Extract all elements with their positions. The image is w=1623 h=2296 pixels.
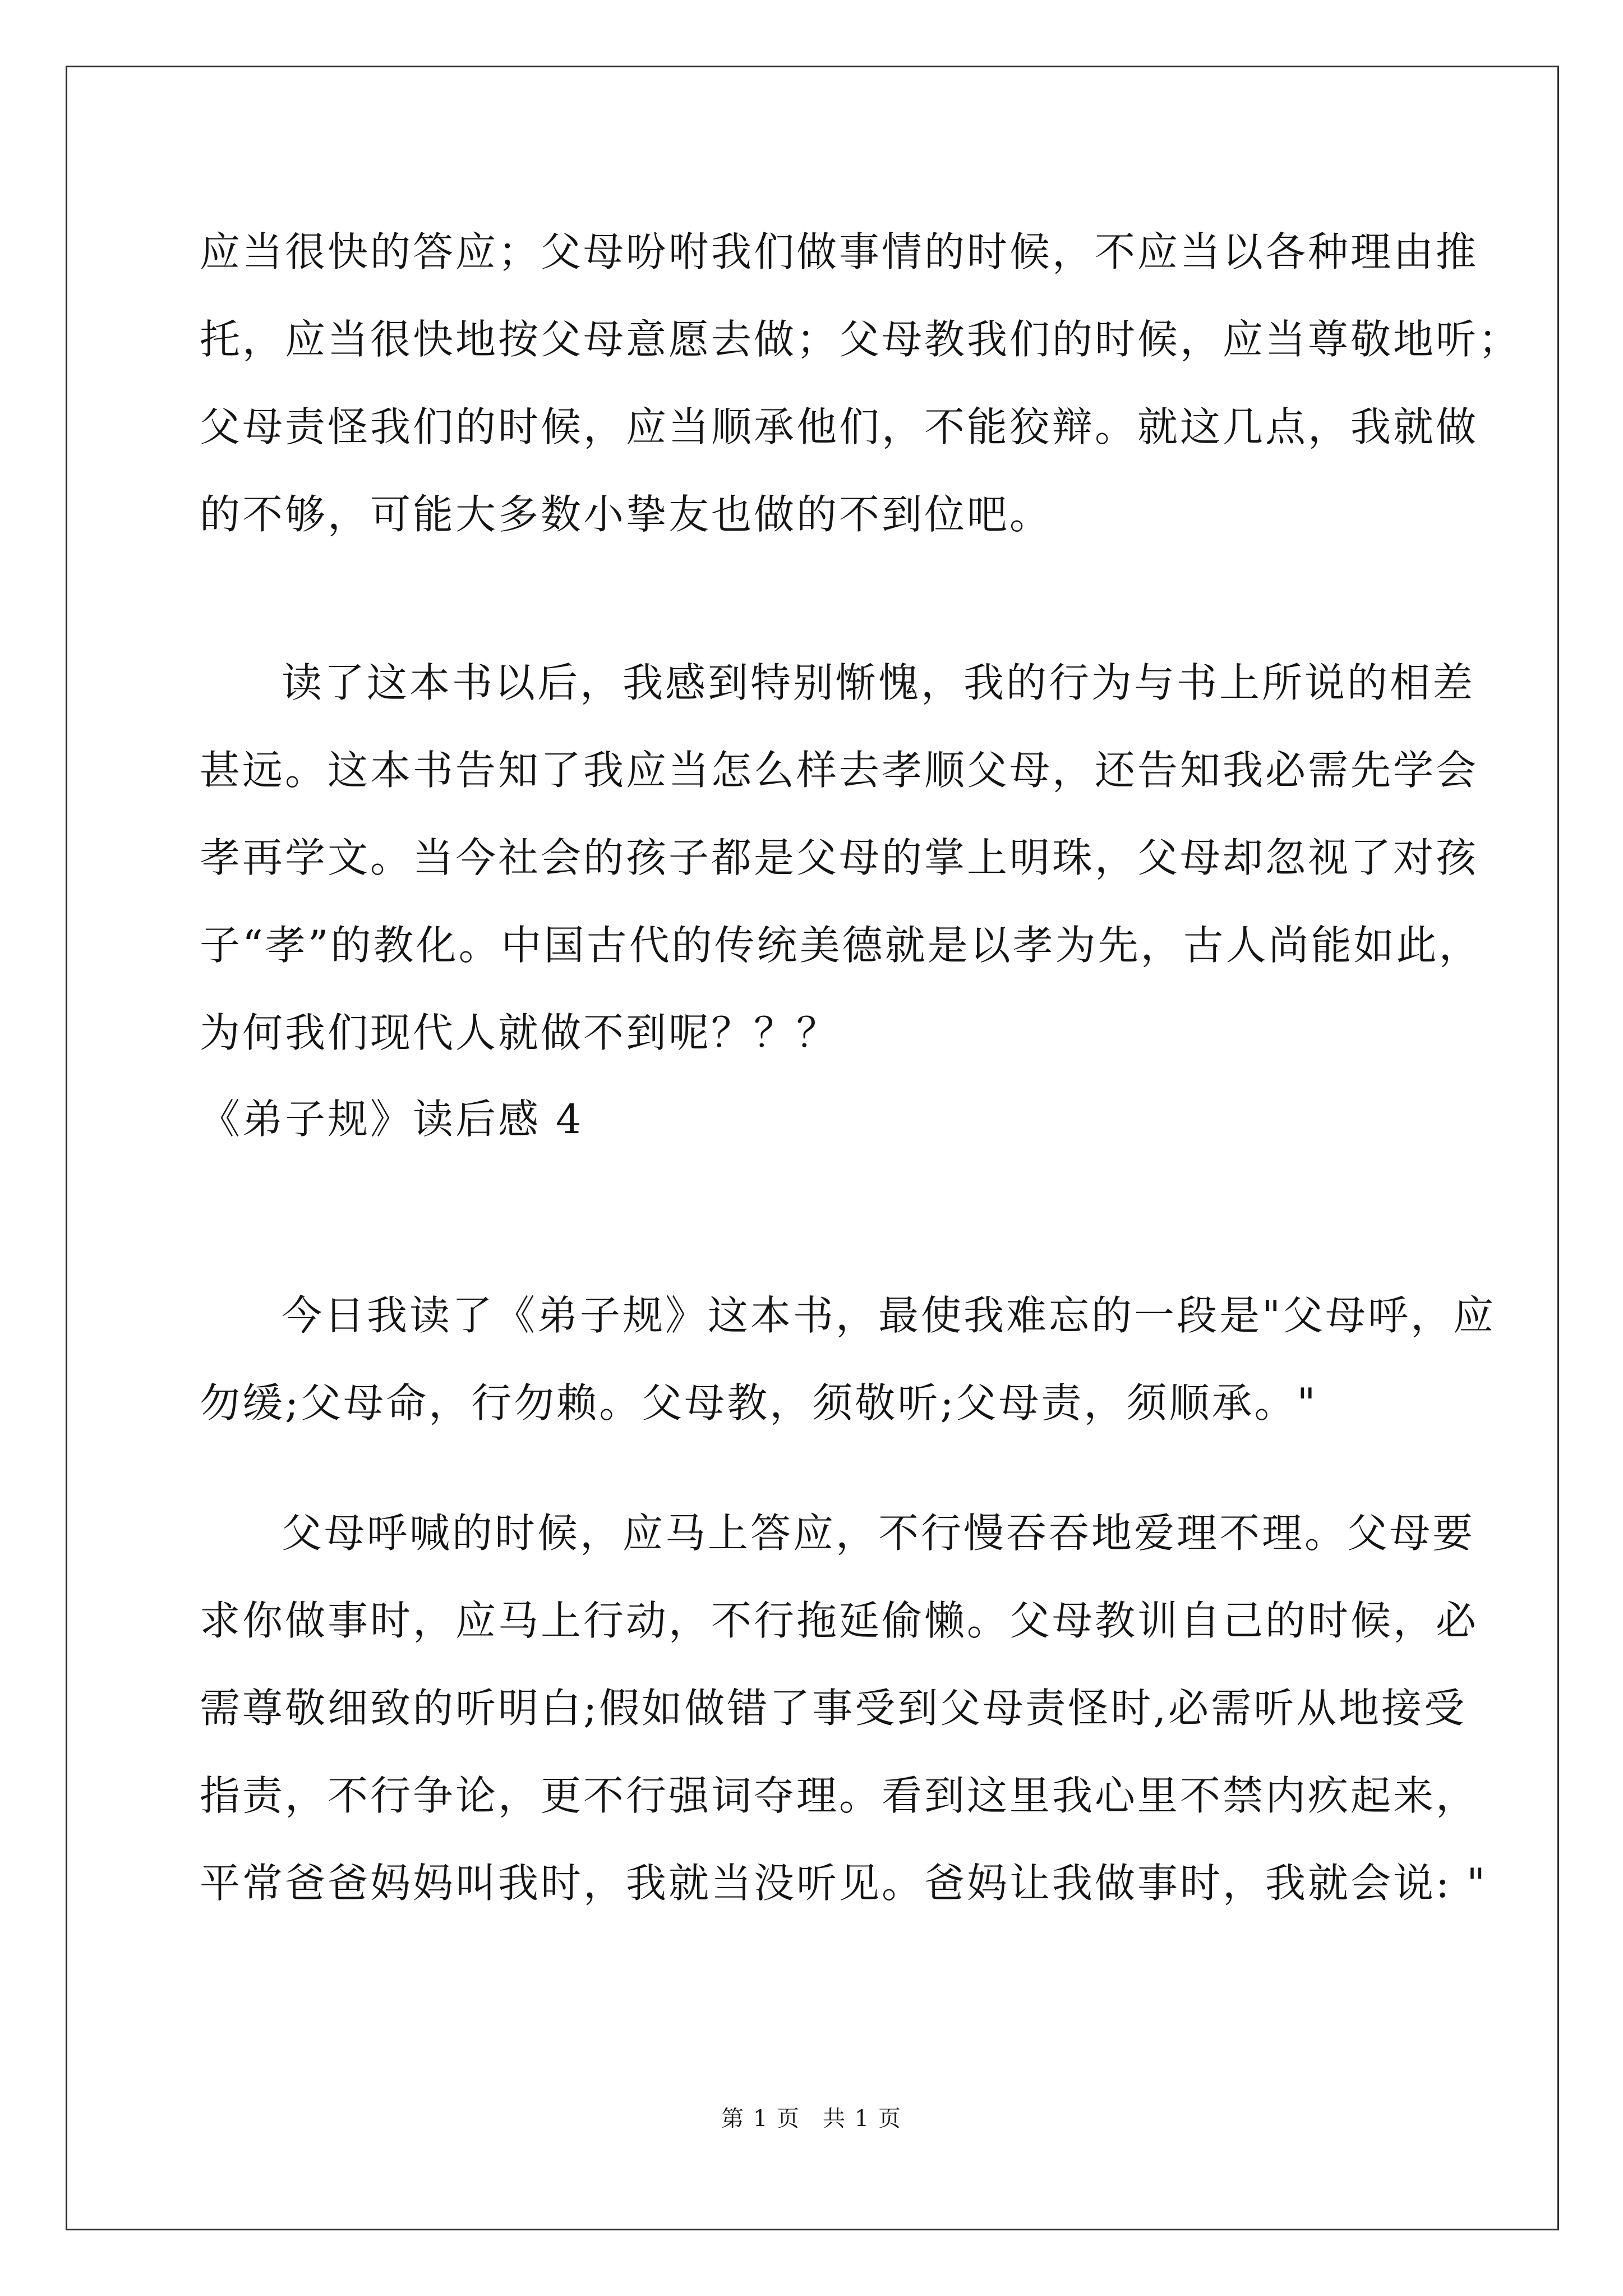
text-line: 指责，不行争论，更不行强词夺理。看到这里我心里不禁内疚起来， <box>200 1772 1479 1819</box>
text-line: 甚远。这本书告知了我应当怎么样去孝顺父母，还告知我必需先学会 <box>200 747 1479 794</box>
text-line: 平常爸爸妈妈叫我时，我就当没听见。爸妈让我做事时，我就会说: " <box>200 1860 1488 1907</box>
section-heading: 《弟子规》读后感 4 <box>200 1096 584 1143</box>
text-line: 勿缓;父母命，行勿赖。父母教，须敬听;父母责，须顺承。" <box>200 1379 1318 1427</box>
text-line: 需尊敬细致的听明白;假如做错了事受到父母责怪时,必需听从地接受 <box>200 1685 1467 1732</box>
paragraph-first-line: 父母呼喊的时候，应马上答应，不行慢吞吞地爱理不理。父母要 <box>282 1510 1476 1557</box>
paragraph-first-line: 读了这本书以后，我感到特别惭愧，我的行为与书上所说的相差 <box>282 659 1476 706</box>
text-line: 为何我们现代人就做不到呢？？？ <box>200 1009 840 1056</box>
text-line: 托，应当很快地按父母意愿去做；父母教我们的时候，应当尊敬地听； <box>200 316 1521 363</box>
text-line: 子“孝”的教化。中国古代的传统美德就是以孝为先，古人尚能如此， <box>200 922 1482 969</box>
page-footer <box>0 2105 1623 2133</box>
text-line: 父母责怪我们的时候，应当顺承他们，不能狡辩。就这几点，我就做 <box>200 403 1479 450</box>
paragraph-first-line: 今日我读了《弟子规》这本书，最使我难忘的一段是"父母呼，应 <box>282 1292 1496 1339</box>
page-total: 共 1 页 <box>823 2106 902 2132</box>
text-line: 应当很快的答应；父母吩咐我们做事情的时候，不应当以各种理由推 <box>200 228 1479 275</box>
text-line: 孝再学文。当今社会的孩子都是父母的掌上明珠，父母却忽视了对孩 <box>200 834 1479 881</box>
text-line: 求你做事时，应马上行动，不行拖延偷懒。父母教训自己的时候，必 <box>200 1597 1479 1644</box>
page-number: 第 1 页 <box>721 2106 800 2132</box>
text-line: 的不够，可能大多数小挚友也做的不到位吧。 <box>200 491 1053 538</box>
